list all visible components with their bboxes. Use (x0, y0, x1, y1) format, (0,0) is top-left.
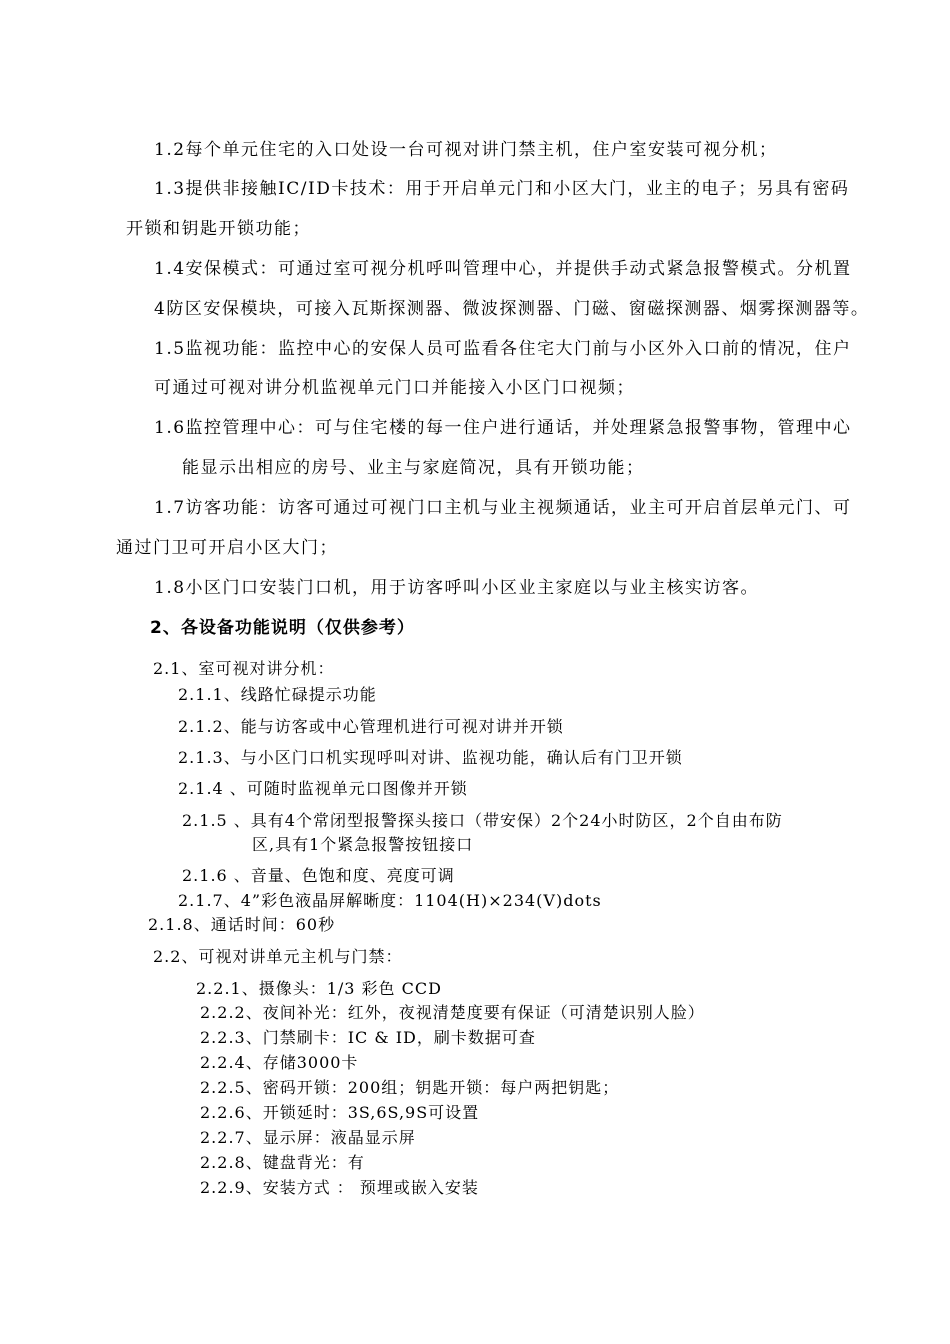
item-2-2-7: 2.2.7、显示屏：液晶显示屏 (200, 1128, 416, 1147)
paragraph-1-4-line-2: 4防区安保模块，可接入瓦斯探测器、微波探测器、门磁、窗磁探测器、烟雾探测器等。 (154, 299, 870, 319)
item-2-1-1: 2.1.1、线路忙碌提示功能 (178, 685, 377, 704)
item-2-1-5-line-2: 区,具有1个紧急报警按钮接口 (252, 835, 474, 854)
item-2-2-2: 2.2.2、夜间补光：红外，夜视清楚度要有保证（可清楚识别人脸） (200, 1003, 705, 1022)
item-2-2-8: 2.2.8、键盘背光：有 (200, 1153, 365, 1172)
item-2-1-6: 2.1.6 、音量、色饱和度、亮度可调 (182, 866, 455, 885)
item-2-1-4: 2.1.4 、可随时监视单元口图像并开锁 (178, 779, 468, 798)
paragraph-1-3-line-2: 开锁和钥匙开锁功能； (126, 219, 311, 239)
item-2-2-6: 2.2.6、开锁延时：3S,6S,9S可设置 (200, 1103, 480, 1122)
section-heading-2: 2、各设备功能说明（仅供参考） (150, 618, 415, 638)
paragraph-1-7-line-2: 通过门卫可开启小区大门； (116, 538, 338, 558)
item-2-2-4: 2.2.4、存储3000卡 (200, 1053, 359, 1072)
item-2-2-3: 2.2.3、门禁刷卡：IC & ID，刷卡数据可查 (200, 1028, 536, 1047)
paragraph-1-5-line-1: 1.5监视功能：监控中心的安保人员可监看各住宅大门前与小区外入口前的情况，住户 (154, 339, 852, 359)
paragraph-1-7-line-1: 1.7访客功能：访客可通过可视门口主机与业主视频通话，业主可开启首层单元门、可 (154, 498, 852, 518)
item-2-2: 2.2、可视对讲单元主机与门禁： (153, 947, 403, 966)
item-2-1-2: 2.1.2、能与访客或中心管理机进行可视对讲并开锁 (178, 717, 564, 736)
item-2-2-9: 2.2.9、安装方式 ： 预埋或嵌入安装 (200, 1178, 479, 1197)
paragraph-1-5-line-2: 可通过可视对讲分机监视单元门口并能接入小区门口视频； (154, 378, 635, 398)
paragraph-1-6-line-2: 能显示出相应的房号、业主与家庭简况，具有开锁功能； (182, 458, 645, 478)
item-2-1-5-line-1: 2.1.5 、具有4个常闭型报警探头接口（带安保）2个24小时防区，2个自由布防 (182, 811, 783, 830)
paragraph-1-3-line-1: 1.3提供非接触IC/ID卡技术：用于开启单元门和小区大门，业主的电子；另具有密码 (154, 179, 850, 199)
item-2-1-3: 2.1.3、与小区门口机实现呼叫对讲、监视功能，确认后有门卫开锁 (178, 748, 683, 767)
paragraph-1-8: 1.8小区门口安装门口机，用于访客呼叫小区业主家庭以与业主核实访客。 (154, 578, 760, 598)
paragraph-1-4-line-1: 1.4安保模式：可通过室可视分机呼叫管理中心，并提供手动式紧急报警模式。分机置 (154, 259, 852, 279)
paragraph-1-6-line-1: 1.6监控管理中心：可与住宅楼的每一住户进行通话，并处理紧急报警事物，管理中心 (154, 418, 852, 438)
item-2-1-8: 2.1.8、通话时间：60秒 (148, 915, 336, 934)
item-2-1-7: 2.1.7、4”彩色液晶屏解晰度：1104(H)×234(V)dots (178, 891, 602, 910)
item-2-2-1: 2.2.1、摄像头：1/3 彩色 CCD (196, 979, 442, 998)
item-2-2-5: 2.2.5、密码开锁：200组；钥匙开锁：每户两把钥匙； (200, 1078, 620, 1097)
paragraph-1-2: 1.2每个单元住宅的入口处设一台可视对讲门禁主机，住户室安装可视分机； (154, 140, 778, 160)
item-2-1: 2.1、室可视对讲分机： (153, 659, 335, 678)
